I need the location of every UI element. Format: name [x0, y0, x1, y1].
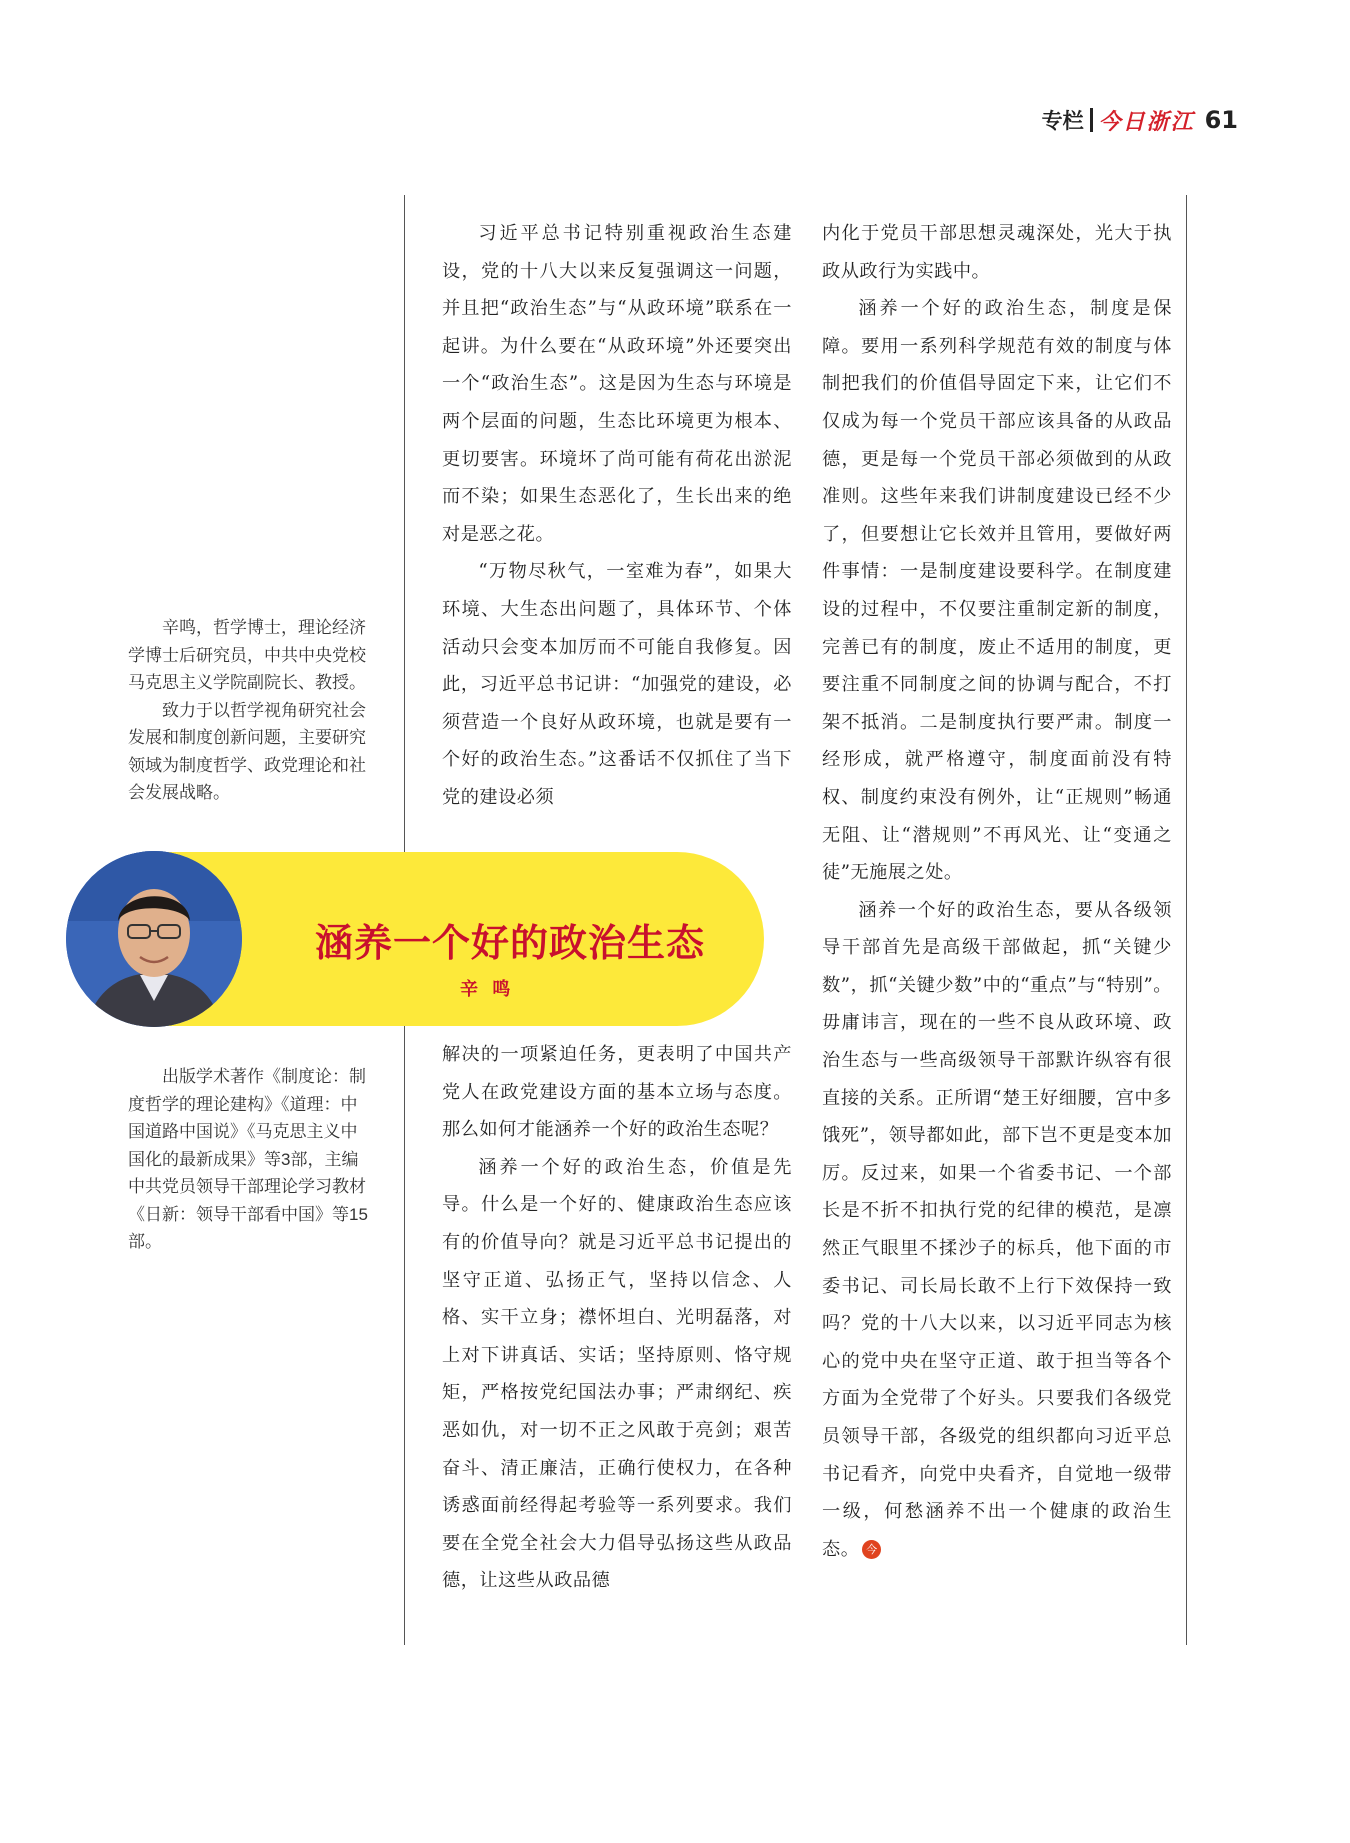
bio-paragraph: 致力于以哲学视角研究社会发展和制度创新问题，主要研究领域为制度哲学、政党理论和社会发展战略。: [128, 700, 366, 802]
article-paragraph: 涵养一个好的政治生态，制度是保障。要用一系列科学规范有效的制度与体制把我们的价值倡导固定下来，让它们不仅成为每一个党员干部应该具备的从政品德，更是每一个党员干部必须做到的从政准则。这些年来我们讲制度建设已经不少了，但要想让它长效并且管用，要做好两件事情：一是制度建设要科学。在制度建设的过程中，不仅要注重制定新的制度，完善已有的制度，废止不适用的制度，更要注重不同制度之间的协调与配合，不打架不抵消。二是制度执行要严肃。制度一经形成，就严格遵守，制度面前没有特权、制度约束没有例外，让“正规则”畅通无阻、让“潜规则”不再风光、让“变通之徒”无施展之处。: [822, 298, 1172, 884]
article-paragraph: 习近平总书记特别重视政治生态建设，党的十八大以来反复强调这一问题，并且把“政治生态”与“从政环境”联系在一起讲。为什么要在“从政环境”外还要突出一个“政治生态”。这是因为生态与环境是两个层面的问题，生态比环境更为根本、更切要害。环境坏了尚可能有荷花出淤泥而不染；如果生态恶化了，生长出来的绝对是恶之花。: [442, 223, 792, 545]
magazine-logo: 今日浙江: [1098, 108, 1195, 135]
article-author: 辛 鸣: [460, 979, 515, 1000]
article-column-1-bottom: [442, 1036, 792, 1600]
section-label: 专栏: [1041, 109, 1084, 133]
author-photo: [66, 851, 242, 1027]
bio-paragraph: 辛鸣，哲学博士，理论经济学博士后研究员，中共中央党校马克思主义学院副院长、教授。: [128, 618, 366, 692]
column-rule-right: [1186, 195, 1187, 1645]
article-paragraph: 内化于党员干部思想灵魂深处，光大于执政从政行为实践中。: [822, 223, 1172, 282]
author-bio: [128, 614, 368, 807]
author-portrait-icon: [66, 851, 242, 1027]
title-banner: [150, 852, 764, 1026]
article-title: 涵养一个好的政治生态: [315, 920, 706, 965]
works-paragraph: 出版学术著作《制度论：制度哲学的理论建构》《道理：中国道路中国说》《马克思主义中国化的最新成果》等3部，主编中共党员领导干部理论学习教材《日新：领导干部看中国》等15部。: [128, 1067, 368, 1251]
article-paragraph: 解决的一项紧迫任务，更表明了中国共产党人在政党建设方面的基本立场与态度。那么如何才能涵养一个好的政治生态呢？: [442, 1044, 792, 1141]
page-header: [1042, 102, 1238, 138]
article-column-1-top: [442, 215, 792, 817]
author-works: [128, 1063, 368, 1256]
article-paragraph-text: 涵养一个好的政治生态，要从各级领导干部首先是高级干部做起，抓“关键少数”，抓“关键少数”中的“重点”与“特别”。毋庸讳言，现在的一些不良从政环境、政治生态与一些高级领导干部默许纵容有很直接的关系。正所谓“楚王好细腰，宫中多饿死”，领导都如此，部下岂不更是变本加厉。反过来，如果一个省委书记、一个部长是不折不扣执行党的纪律的模范，是凛然正气眼里不揉沙子的标兵，他下面的市委书记、司长局长敢不上行下效保持一致吗？党的十八大以来，以习近平同志为核心的党中央在坚守正道、敢于担当等各个方面为全党带了个好头。只要我们各级党员领导干部，各级党的组织都向习近平总书记看齐，向党中央看齐，自觉地一级带一级，何愁涵养不出一个健康的政治生态。: [822, 899, 1172, 1560]
page-number: 61: [1204, 106, 1238, 134]
header-divider: [1090, 108, 1093, 132]
article-column-2: [822, 215, 1172, 1568]
article-paragraph: “万物尽秋气，一室难为春”，如果大环境、大生态出问题了，具体环节、个体活动只会变本加厉而不可能自我修复。因此，习近平总书记讲：“加强党的建设，必须营造一个良好从政环境，也就是要有一个好的政治生态。”这番话不仅抓住了当下党的建设必须: [442, 561, 792, 808]
end-mark-icon: 今: [862, 1540, 881, 1559]
article-paragraph: [822, 892, 1172, 1569]
article-paragraph: 涵养一个好的政治生态，价值是先导。什么是一个好的、健康政治生态应该有的价值导向？就是习近平总书记提出的坚守正道、弘扬正气，坚持以信念、人格、实干立身；襟怀坦白、光明磊落，对上对下讲真话、实话；坚持原则、恪守规矩，严格按党纪国法办事；严肃纲纪、疾恶如仇，对一切不正之风敢于亮剑；艰苦奋斗、清正廉洁，正确行使权力，在各种诱惑面前经得起考验等一系列要求。我们要在全党全社会大力倡导弘扬这些从政品德，让这些从政品德: [442, 1156, 792, 1592]
